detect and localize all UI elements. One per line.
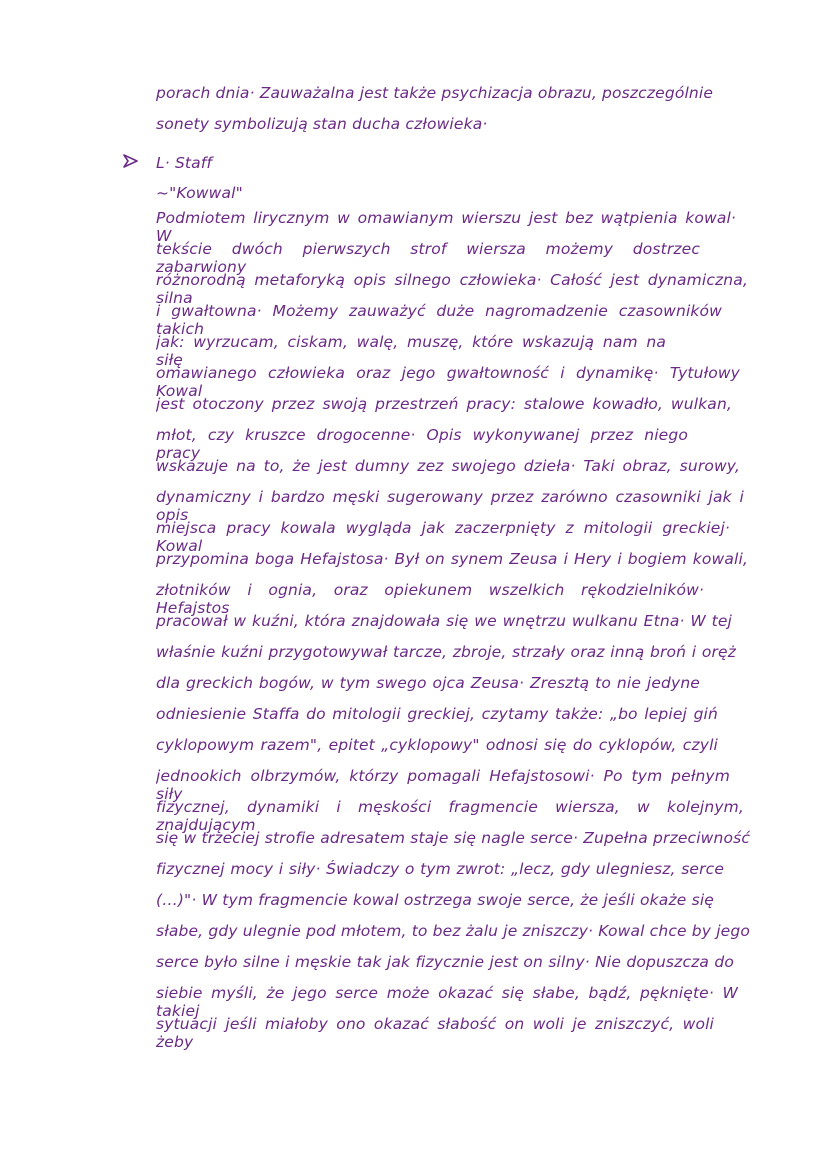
body-line: dla greckich bogów, w tym swego ojca Zeusa· Zresztą to nie jedyne xyxy=(156,674,700,692)
body-line: odniesienie Staffa do mitologii greckiej, czytamy także: „bo lepiej giń xyxy=(156,705,718,723)
body-line: pracował w kuźni, która znajdowała się we wnętrzu wulkanu Etna· W tej xyxy=(156,612,732,630)
body-line: się w trzeciej strofie adresatem staje się nagle serce· Zupełna przeciwność xyxy=(156,829,750,847)
body-line: wskazuje na to, że jest dumny zez swojego dzieła· Taki obraz, surowy, xyxy=(156,457,740,475)
body-line: właśnie kuźni przygotowywał tarcze, zbroje, strzały oraz inną broń i oręż xyxy=(156,643,736,661)
body-line: miejsca pracy kowala wygląda jak zaczerpnięty z mitologii greckiej· Kowal xyxy=(156,519,730,555)
section-title: ~"Kowwal" xyxy=(156,184,243,202)
body-line: jak: wyrzucam, ciskam, walę, muszę, które wskazują nam na siłę xyxy=(156,333,666,369)
body-line: omawianego człowieka oraz jego gwałtowność i dynamikę· Tytułowy Kowal xyxy=(156,364,740,400)
body-line: złotników i ognia, oraz opiekunem wszelkich rękodzielników· Hefajstos xyxy=(156,581,704,617)
body-line: dynamiczny i bardzo męski sugerowany przez zarówno czasowniki jak i opis xyxy=(156,488,744,524)
section-author: L· Staff xyxy=(156,154,213,172)
intro-line: sonety symbolizują stan ducha człowieka· xyxy=(156,115,488,133)
body-line: serce było silne i męskie tak jak fizycznie jest on silny· Nie dopuszcza do xyxy=(156,953,734,971)
body-line: Podmiotem lirycznym w omawianym wierszu jest bez wątpienia kowal· W xyxy=(156,209,736,245)
body-line: różnorodną metaforyką opis silnego człowieka· Całość jest dynamiczna, silna xyxy=(156,271,748,307)
body-line: (…)"· W tym fragmencie kowal ostrzega swoje serce, że jeśli okaże się xyxy=(156,891,714,909)
body-line: sytuacji jeśli miałoby ono okazać słabość on woli je zniszczyć, woli żeby xyxy=(156,1015,714,1051)
body-line: jednookich olbrzymów, którzy pomagali Hefajstosowi· Po tym pełnym siły xyxy=(156,767,730,803)
body-line: tekście dwóch pierwszych strof wiersza możemy dostrzec zabarwiony xyxy=(156,240,700,276)
body-line: jest otoczony przez swoją przestrzeń pracy: stalowe kowadło, wulkan, xyxy=(156,395,732,413)
body-line: i gwałtowna· Możemy zauważyć duże nagromadzenie czasowników takich xyxy=(156,302,722,338)
body-line: fizycznej, dynamiki i męskości fragmencie wiersza, w kolejnym, znajdującym xyxy=(156,798,744,834)
arrowhead-bullet-icon xyxy=(122,152,140,170)
body-line: fizycznej mocy i siły· Świadczy o tym zwrot: „lecz, gdy ulegniesz, serce xyxy=(156,860,724,878)
body-line: słabe, gdy ulegnie pod młotem, to bez żalu je zniszczy· Kowal chce by jego xyxy=(156,922,750,940)
body-line: przypomina boga Hefajstosa· Był on synem Zeusa i Hery i bogiem kowali, xyxy=(156,550,748,568)
body-line: siebie myśli, że jego serce może okazać się słabe, bądź, pęknięte· W takiej xyxy=(156,984,738,1020)
body-line: cyklopowym razem", epitet „cyklopowy" odnosi się do cyklopów, czyli xyxy=(156,736,718,754)
body-line: młot, czy kruszce drogocenne· Opis wykonywanej przez niego pracy xyxy=(156,426,688,462)
intro-line: porach dnia· Zauważalna jest także psychizacja obrazu, poszczególnie xyxy=(156,84,714,102)
